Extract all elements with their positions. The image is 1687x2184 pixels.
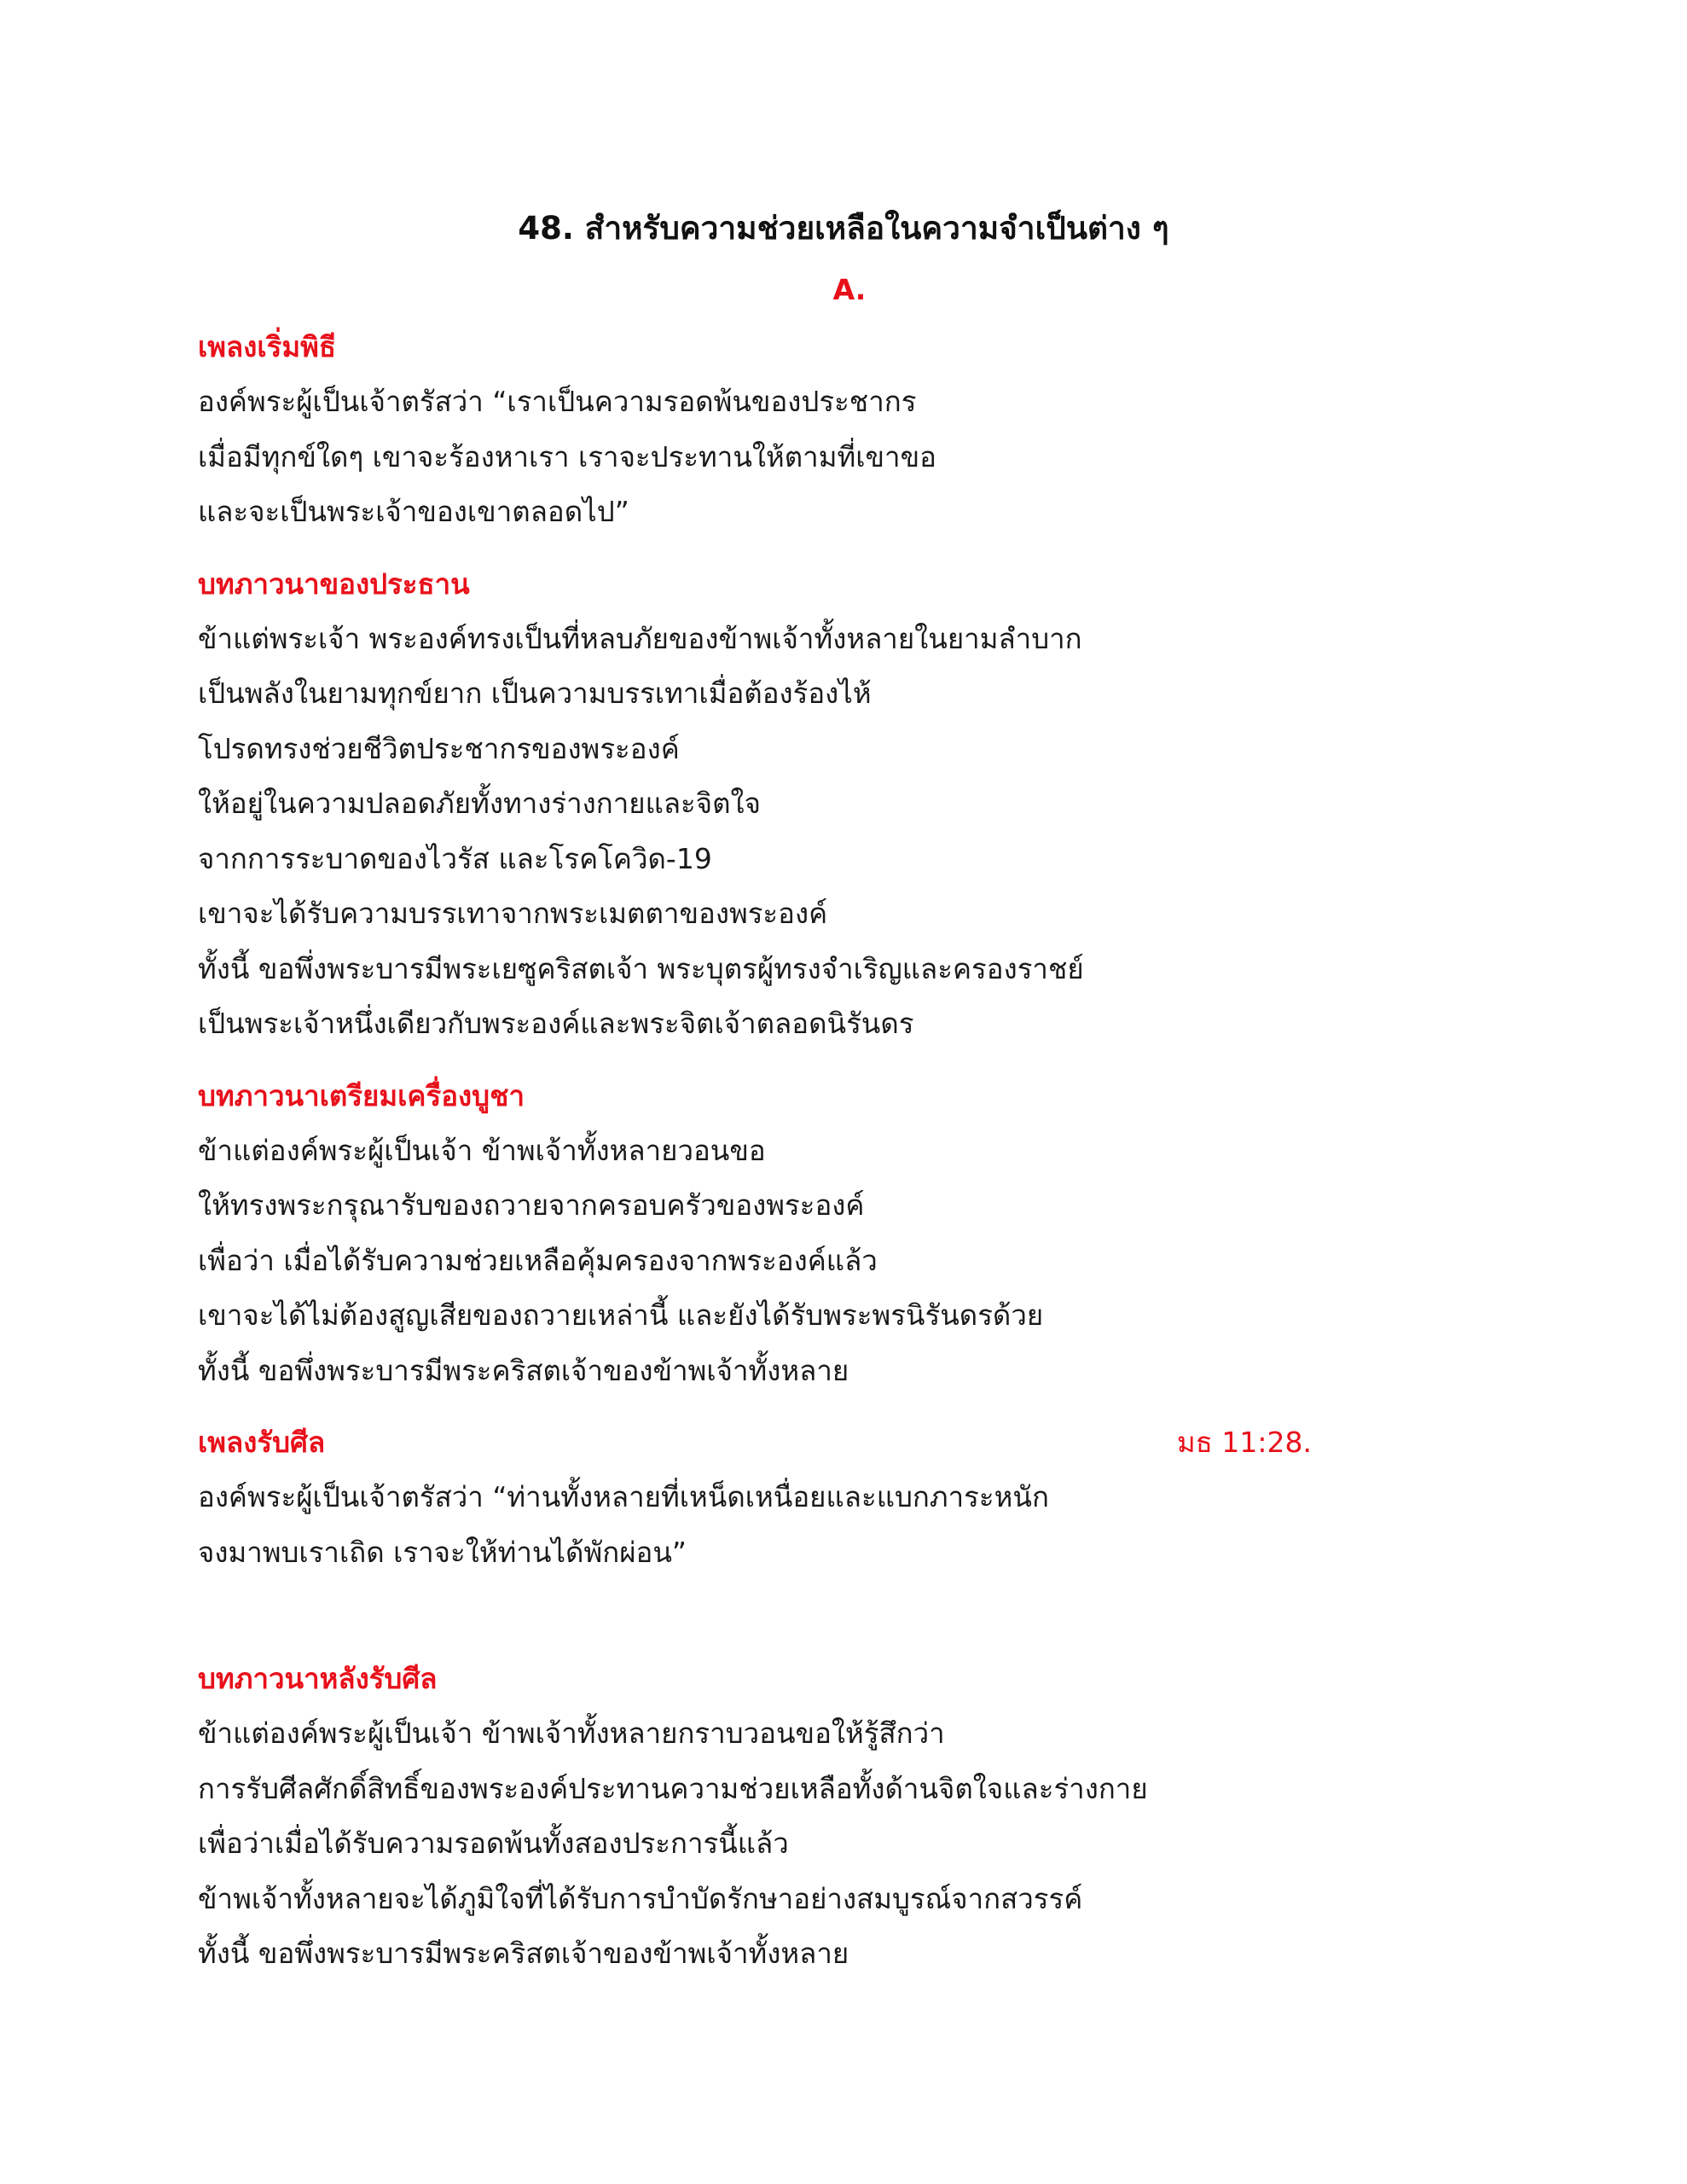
section-heading-row bbox=[198, 1069, 1392, 1124]
section-prayer-after-communion bbox=[198, 1652, 1392, 1982]
page-title: 48. สำหรับความช่วยเหลือในความจำเป็นต่าง ๆ bbox=[518, 210, 1169, 247]
text-line: เขาจะได้รับความบรรเทาจากพระเมตตาของพระองค์ bbox=[198, 897, 828, 930]
section-collect bbox=[198, 557, 1392, 1052]
text-line: ให้ทรงพระกรุณารับของถวายจากครอบครัวของพระองค์ bbox=[198, 1188, 865, 1222]
text-line: ทั้งนี้ ขอพึ่งพระบารมีพระคริสตเจ้าของข้าพเจ้าทั้งหลาย bbox=[198, 1937, 849, 1970]
scripture-reference: มธ 11:28. bbox=[1177, 1426, 1312, 1459]
document-body bbox=[198, 320, 1392, 1982]
text-line: องค์พระผู้เป็นเจ้าตรัสว่า “เราเป็นความรอดพ้นของประชากร bbox=[198, 385, 917, 418]
section-heading-row bbox=[198, 320, 1392, 375]
section-heading-row bbox=[198, 557, 1392, 612]
text-line: การรับศีลศักดิ์สิทธิ์ของพระองค์ประทานความช่วยเหลือทั้งด้านจิตใจและร่างกาย bbox=[198, 1771, 1148, 1805]
text-line: ข้าแต่องค์พระผู้เป็นเจ้า ข้าพเจ้าทั้งหลายกราบวอนขอให้รู้สึกว่า bbox=[198, 1716, 945, 1750]
text-line: องค์พระผู้เป็นเจ้าตรัสว่า “ท่านทั้งหลายที่เหน็ดเหนื่อยและแบกภาระหนัก bbox=[198, 1480, 1049, 1513]
text-line: เป็นพระเจ้าหนึ่งเดียวกับพระองค์และพระจิตเจ้าตลอดนิรันดร bbox=[198, 1007, 914, 1040]
section-heading: เพลงรับศีล bbox=[198, 1426, 326, 1459]
text-line: เป็นพลังในยามทุกข์ยาก เป็นความบรรเทาเมื่อต้องร้องไห้ bbox=[198, 677, 872, 710]
section-heading-row bbox=[198, 1415, 1392, 1470]
section-heading-row bbox=[198, 1652, 1392, 1706]
text-line: ข้าแต่องค์พระผู้เป็นเจ้า ข้าพเจ้าทั้งหลายวอนขอ bbox=[198, 1133, 766, 1167]
text-line: โปรดทรงช่วยชีวิตประชากรของพระองค์ bbox=[198, 731, 680, 765]
text-line: เพื่อว่าเมื่อได้รับความรอดพ้นทั้งสองประการนี้แล้ว bbox=[198, 1827, 789, 1860]
section-heading: บทภาวนาหลังรับศีล bbox=[198, 1662, 438, 1695]
text-line: จากการระบาดของไวรัส และโรคโควิด-19 bbox=[198, 841, 712, 875]
text-line: ข้าพเจ้าทั้งหลายจะได้ภูมิใจที่ได้รับการบำบัดรักษาอย่างสมบูรณ์จากสวรรค์ bbox=[198, 1881, 1083, 1915]
section-entrance-hymn bbox=[198, 320, 1392, 540]
text-line: จงมาพบเราเถิด เราจะให้ท่านได้พักผ่อน” bbox=[198, 1535, 687, 1569]
text-line: ให้อยู่ในความปลอดภัยทั้งทางร่างกายและจิตใจ bbox=[198, 787, 761, 820]
section-heading: บทภาวนาของประธาน bbox=[198, 566, 470, 601]
section-heading: เพลงเริ่มพิธี bbox=[198, 330, 337, 363]
text-line: ข้าแต่พระเจ้า พระองค์ทรงเป็นที่หลบภัยของข้าพเจ้าทั้งหลายในยามลำบาก bbox=[198, 621, 1082, 655]
text-line: และจะเป็นพระเจ้าของเขาตลอดไป” bbox=[198, 495, 629, 528]
text-line: เขาจะได้ไม่ต้องสูญเสียของถวายเหล่านี้ และยังได้รับพระพรนิรันดรด้วย bbox=[198, 1298, 1044, 1332]
section-prayer-over-offerings bbox=[198, 1069, 1392, 1399]
text-line: ทั้งนี้ ขอพึ่งพระบารมีพระคริสตเจ้าของข้าพเจ้าทั้งหลาย bbox=[198, 1353, 849, 1387]
page-subtitle: A. bbox=[832, 273, 867, 306]
section-communion-antiphon bbox=[198, 1415, 1392, 1580]
text-line: เมื่อมีทุกข์ใดๆ เขาจะร้องหาเรา เราจะประทานให้ตามที่เขาขอ bbox=[198, 439, 936, 473]
text-line: เพื่อว่า เมื่อได้รับความช่วยเหลือคุ้มครองจากพระองค์แล้ว bbox=[198, 1243, 878, 1277]
section-heading: บทภาวนาเตรียมเครื่องบูชา bbox=[198, 1078, 525, 1112]
text-line: ทั้งนี้ ขอพึ่งพระบารมีพระเยซูคริสตเจ้า พระบุตรผู้ทรงจำเริญและครองราชย์ bbox=[198, 951, 1084, 985]
